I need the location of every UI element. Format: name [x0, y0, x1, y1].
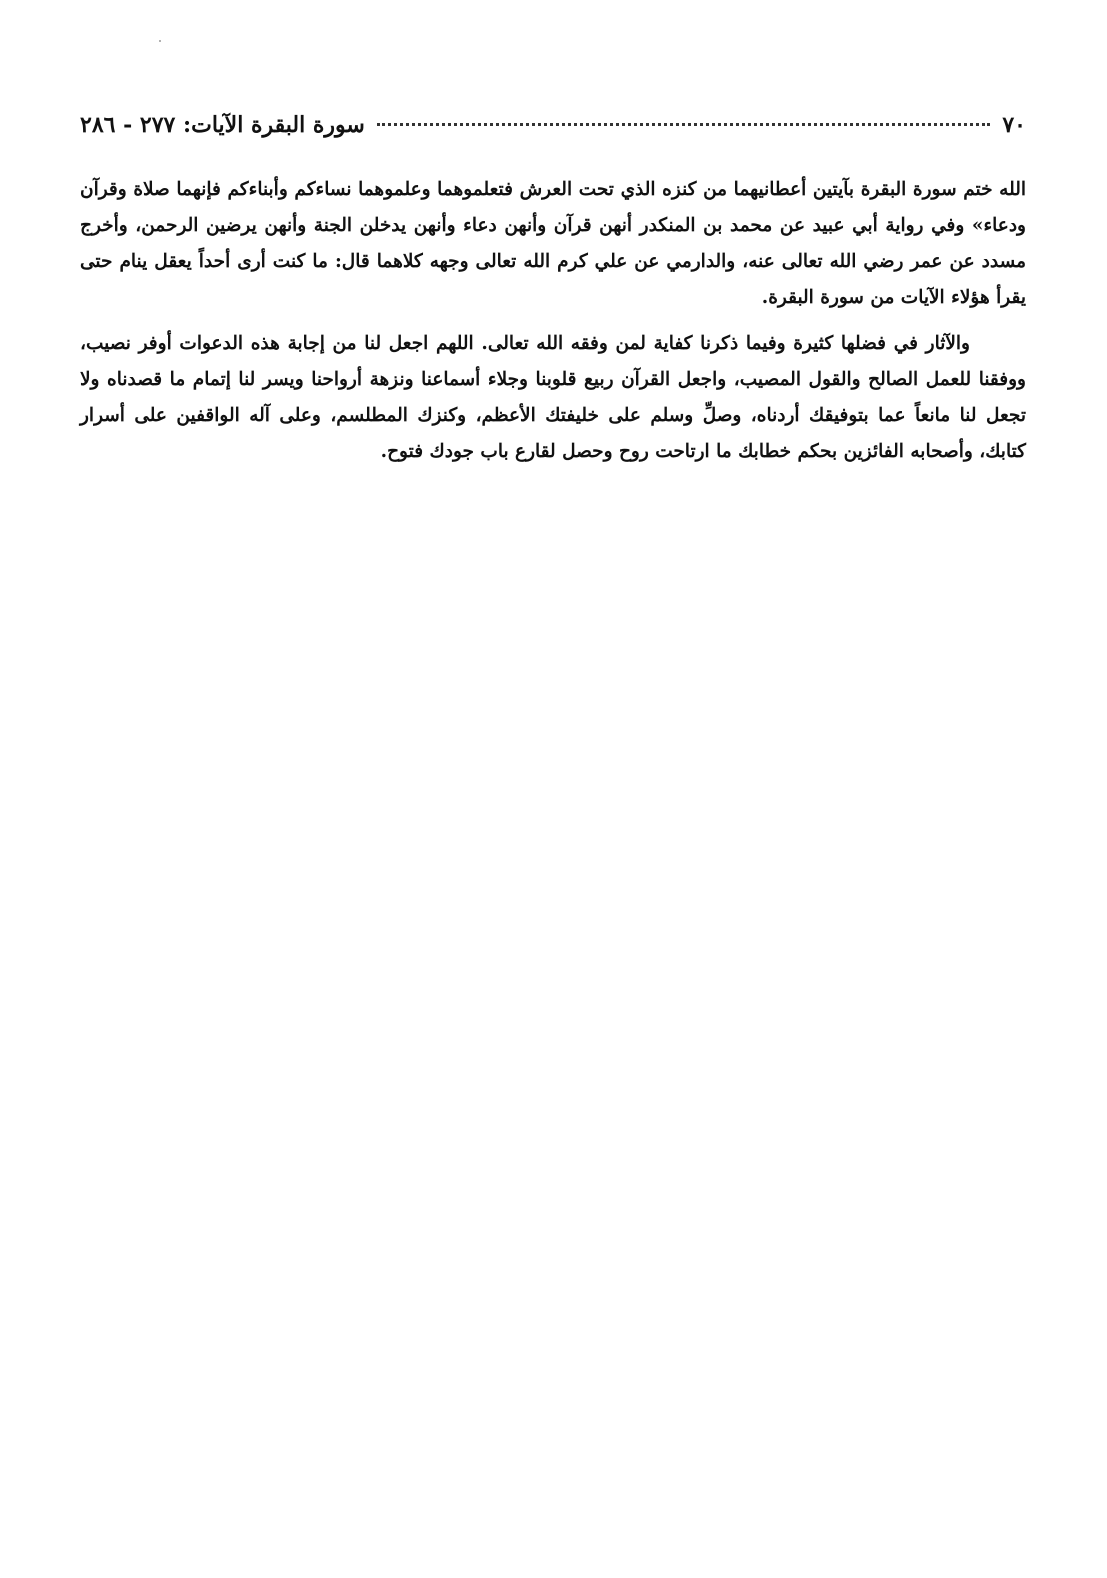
page-header [80, 112, 1026, 148]
paragraph: والآثار في فضلها كثيرة وفيما ذكرنا كفاية لمن وفقه الله تعالى. اللهم اجعل لنا من إجابة هذه الدعوات أوفر نصيب، ووفقنا للعمل الصالح والقول المصيب، واجعل القرآن ربيع قلوبنا وجلاء أسماعنا ونزهة أرواحنا ويسر لنا إتمام ما قصدناه ولا تجعل لنا مانعاً عما بتوفيقك أردناه، وصلِّ وسلم على خليفتك الأعظم، وكنزك المطلسم، وعلى آله الواقفين على أسرار كتابك، وأصحابه الفائزين بحكم خطابك ما ارتاحت روح وحصل لقارع باب جودك فتوح. [80, 333, 1026, 462]
body-text [80, 172, 1026, 470]
scan-speck [159, 40, 161, 42]
page-number: ٧٠ [1002, 112, 1026, 138]
dotted-leader [377, 123, 991, 126]
running-title: سورة البقرة الآيات: ٢٧٧ - ٢٨٦ [80, 112, 365, 138]
paragraph: الله ختم سورة البقرة بآيتين أعطانيهما من كنزه الذي تحت العرش فتعلموهما وعلموهما نساءكم وأبناءكم فإنهما صلاة وقرآن ودعاء» وفي رواية أبي عبيد عن محمد بن المنكدر أنهن قرآن وأنهن دعاء وأنهن يدخلن الجنة وأنهن يرضين الرحمن، وأخرج مسدد عن عمر رضي الله تعالى عنه، والدارمي عن علي كرم الله تعالى وجهه كلاهما قال: ما كنت أرى أحداً يعقل ينام حتى يقرأ هؤلاء الآيات من سورة البقرة. [80, 179, 1026, 308]
